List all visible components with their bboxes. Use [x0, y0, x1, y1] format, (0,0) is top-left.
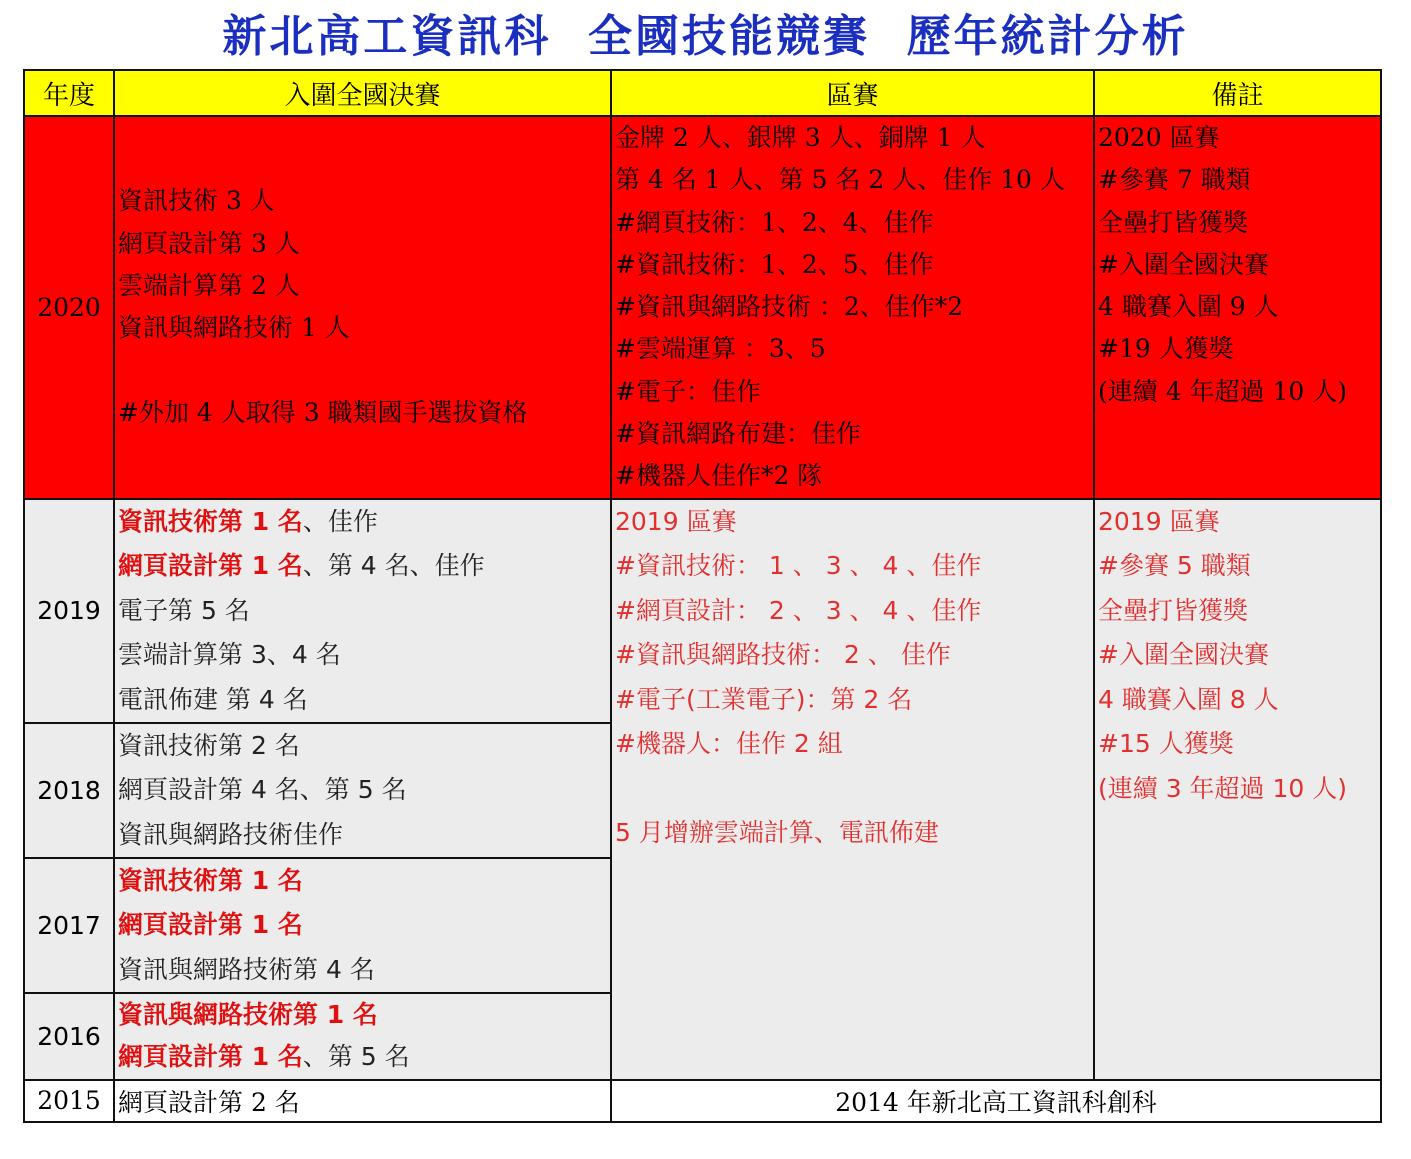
- text-line: 2020 區賽: [1098, 123, 1220, 152]
- text-line: 5 月增辦雲端計算、電訊佈建: [615, 818, 939, 848]
- highlight-text: 網頁設計第 1 名: [118, 1041, 303, 1071]
- year-cell: 2018: [24, 723, 114, 858]
- text-line: 網頁設計第 3 人: [118, 228, 300, 258]
- text-line: #機器人：佳作 2 組: [615, 729, 843, 759]
- text-line: 4 職賽入圍 9 人: [1098, 292, 1279, 322]
- text-line: (連續 4 年超過 10 人): [1098, 376, 1348, 406]
- notes-cell: [1094, 499, 1381, 1080]
- highlight-text: 資訊與網路技術第 1 名: [118, 999, 378, 1029]
- finals-list: [115, 724, 610, 857]
- text-line: 雲端計算第 2 人: [118, 271, 300, 301]
- text-line: [115, 903, 610, 947]
- highlight-text: 網頁設計第 1 名: [118, 910, 303, 940]
- finals-cell: 網頁設計第 2 名: [114, 1080, 611, 1122]
- text-line: #19 人獲獎: [1098, 334, 1234, 364]
- notes-list: [1095, 500, 1380, 812]
- year-cell: 2017: [24, 858, 114, 993]
- text-line: #參賽 7 職類: [1098, 165, 1251, 195]
- text-line: #網頁設計： 2 、 3 、 4 、佳作: [615, 595, 982, 625]
- finals-cell: [114, 858, 611, 993]
- plain-text: 電子第 5 名: [118, 595, 250, 625]
- highlight-text: 網頁設計第 1 名: [118, 551, 303, 581]
- text-line: [115, 678, 610, 723]
- finals-list: [115, 994, 610, 1078]
- text-line: [115, 633, 610, 678]
- notes-list: [1095, 117, 1380, 413]
- highlight-text: 資訊技術第 1 名: [118, 506, 303, 536]
- finals-cell: [114, 993, 611, 1080]
- finals-cell: [114, 116, 611, 499]
- text-line: 資訊技術 3 人: [118, 186, 275, 216]
- text-line: 資訊技術第 2 名: [118, 731, 300, 761]
- text-line: #電子(工業電子)：第 2 名: [615, 684, 913, 714]
- plain-text: 、第 5 名: [302, 1041, 410, 1071]
- text-line: (連續 3 年超過 10 人): [1098, 773, 1348, 803]
- page-title: 新北高工資訊科 全國技能競賽 歷年統計分析: [222, 11, 1189, 62]
- text-line: #15 人獲獎: [1098, 729, 1234, 759]
- header-regional: 區賽: [611, 70, 1094, 116]
- text-line: [115, 994, 610, 1036]
- text-line: #機器人佳作*2 隊: [615, 461, 823, 491]
- text-line: #網頁技術：1、2、4、佳作: [615, 207, 934, 237]
- text-line: #資訊網路布建：佳作: [615, 419, 861, 449]
- text-line: [115, 1036, 610, 1078]
- header-notes: 備註: [1094, 70, 1381, 116]
- finals-list: [115, 500, 610, 723]
- text-line: 2019 區賽: [615, 506, 737, 536]
- text-line: #雲端運算 ：3、5: [615, 334, 826, 364]
- regional-list: [612, 117, 1093, 498]
- text-line: [115, 544, 610, 589]
- year-cell: 2020: [24, 116, 114, 499]
- founded-note: 2014 年新北高工資訊科創科: [611, 1080, 1381, 1122]
- highlight-text: 資訊技術第 1 名: [118, 866, 303, 896]
- text-line: [612, 767, 1093, 812]
- text-line: #外加 4 人取得 3 職類國手選拔資格: [118, 397, 528, 427]
- text-line: [115, 948, 610, 992]
- plain-text: 資訊與網路技術第 4 名: [118, 954, 375, 984]
- row-2020: [24, 116, 1381, 499]
- statistics-table: [23, 69, 1382, 1123]
- finals-cell: [114, 723, 611, 858]
- text-line: 第 4 名 1 人、第 5 名 2 人、佳作 10 人: [615, 165, 1065, 195]
- text-line: [115, 500, 610, 545]
- text-line: [115, 859, 610, 903]
- year-cell: 2019: [24, 499, 114, 724]
- text-line: #電子：佳作: [615, 376, 761, 406]
- text-line: #入圍全國決賽: [1098, 640, 1269, 670]
- text-line: #入圍全國決賽: [1098, 249, 1269, 279]
- regional-cell: [611, 116, 1094, 499]
- header-row: [24, 70, 1381, 116]
- finals-list: [115, 180, 610, 434]
- plain-text: 、第 4 名、佳作: [302, 551, 485, 581]
- text-line: 4 職賽入圍 8 人: [1098, 684, 1279, 714]
- header-year: 年度: [24, 70, 114, 116]
- text-line: #參賽 5 職類: [1098, 551, 1251, 581]
- finals-list: [115, 859, 610, 992]
- plain-text: 、佳作: [302, 506, 378, 536]
- regional-cell: [611, 499, 1094, 1080]
- text-line: #資訊技術：1、2、5、佳作: [615, 249, 934, 279]
- year-cell: 2016: [24, 993, 114, 1080]
- text-line: [115, 589, 610, 634]
- text-line: 資訊與網路技術佳作: [118, 819, 344, 849]
- text-line: 2019 區賽: [1098, 506, 1220, 536]
- text-line: 網頁設計第 4 名、第 5 名: [118, 775, 407, 805]
- row-2019: [24, 499, 1381, 724]
- text-line: #資訊技術： 1 、 3 、 4 、佳作: [615, 551, 982, 581]
- regional-list: [612, 500, 1093, 856]
- text-line: [115, 350, 610, 392]
- text-line: 資訊與網路技術 1 人: [118, 313, 350, 343]
- plain-text: 雲端計算第 3、4 名: [118, 640, 341, 670]
- row-2015: [24, 1080, 1381, 1122]
- text-line: #資訊與網路技術 ：2、佳作*2: [615, 292, 964, 322]
- finals-cell: [114, 499, 611, 724]
- text-line: 金牌 2 人、銀牌 3 人、銅牌 1 人: [615, 123, 986, 152]
- text-line: #資訊與網路技術： 2 、 佳作: [615, 640, 951, 670]
- plain-text: 電訊佈建 第 4 名: [118, 684, 308, 714]
- year-cell: 2015: [24, 1080, 114, 1122]
- notes-cell: [1094, 116, 1381, 499]
- text-line: 全壘打皆獲獎: [1098, 595, 1249, 625]
- text-line: 全壘打皆獲獎: [1098, 207, 1249, 237]
- header-finals: 入圍全國決賽: [114, 70, 611, 116]
